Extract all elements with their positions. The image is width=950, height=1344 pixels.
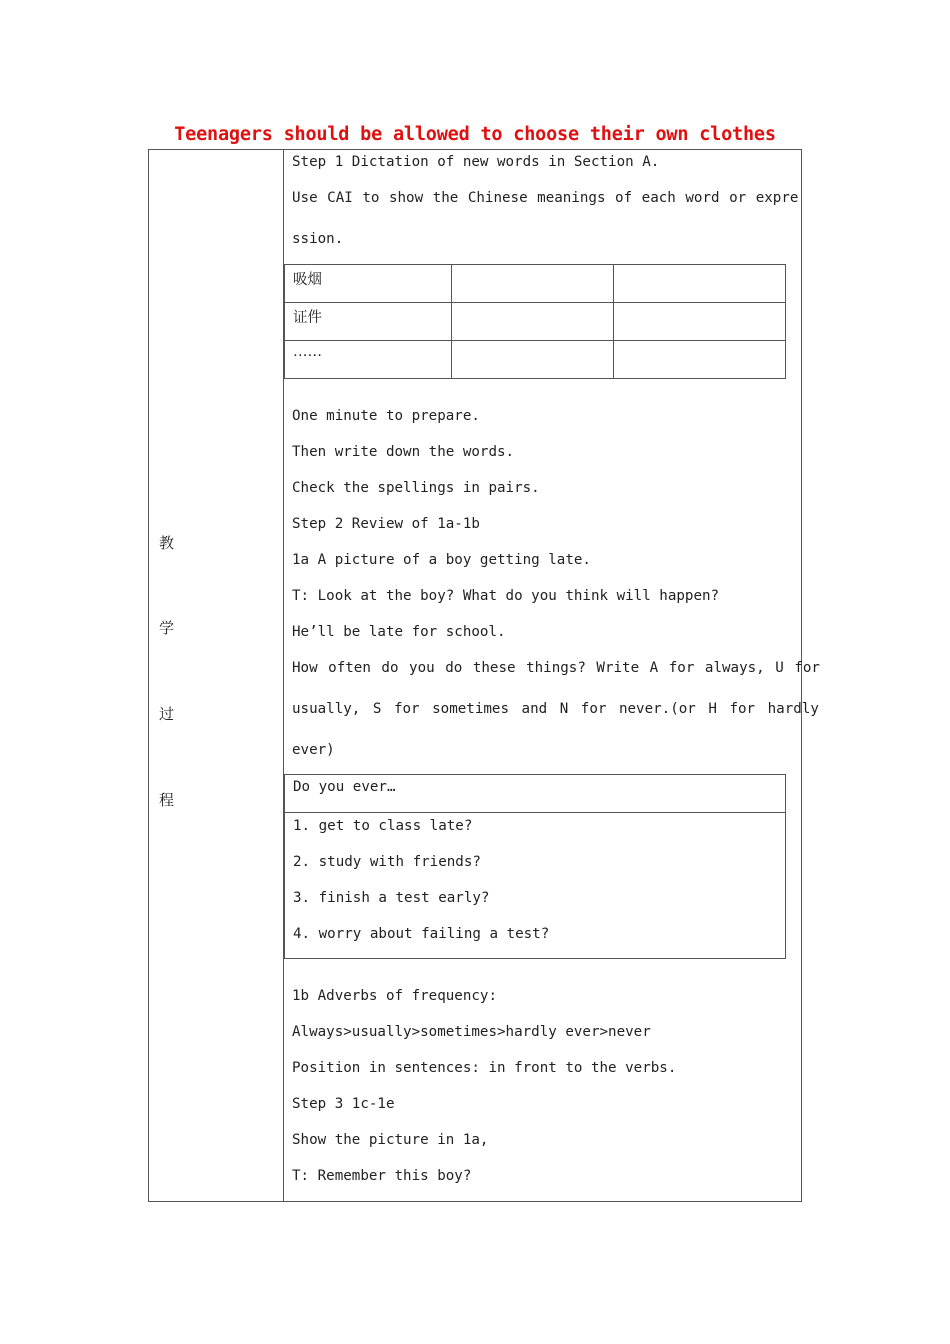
vocab-row xyxy=(285,303,785,341)
survey-head-row xyxy=(285,775,785,813)
lesson-table xyxy=(148,149,820,1202)
side-label-char: 程 xyxy=(159,791,175,809)
side-label-char: 教 xyxy=(159,534,175,552)
survey-item: 2. study with friends? xyxy=(293,854,481,870)
step1-instruction: Use CAI to show the Chinese meanings of each word or expre xyxy=(292,190,799,206)
vocab-row xyxy=(285,265,785,303)
text-line: T: Look at the boy? What do you think will happen? xyxy=(292,588,720,604)
side-label-char: 过 xyxy=(159,705,175,723)
vocab-table xyxy=(284,264,786,379)
vocab-word: …… xyxy=(293,344,322,360)
text-line: ever) xyxy=(292,742,335,758)
text-line: Then write down the words. xyxy=(292,444,515,460)
text-line: Show the picture in 1a, xyxy=(292,1132,489,1148)
text-line: How often do you do these things? Write A for always, U for xyxy=(292,660,820,676)
vocab-word: 吸烟 xyxy=(293,272,322,288)
text-line: 1b Adverbs of frequency: xyxy=(292,988,497,1004)
survey-item: 3. finish a test early? xyxy=(293,890,490,906)
side-label-char: 学 xyxy=(159,619,175,637)
text-line: Always>usually>sometimes>hardly ever>never xyxy=(292,1024,651,1040)
text-line: One minute to prepare. xyxy=(292,408,480,424)
survey-item: 1. get to class late? xyxy=(293,818,473,834)
text-line: usually, S for sometimes and N for never.(or H for hardly xyxy=(292,701,819,717)
text-line: Check the spellings in pairs. xyxy=(292,480,540,496)
step1-instruction-cont: ssion. xyxy=(292,231,344,247)
text-line: He’ll be late for school. xyxy=(292,624,506,640)
text-line: 1a A picture of a boy getting late. xyxy=(292,552,591,568)
vocab-row xyxy=(285,341,785,378)
step1-heading: Step 1 Dictation of new words in Section A. xyxy=(292,154,660,170)
step3-heading: Step 3 1c-1e xyxy=(292,1096,395,1112)
side-label-column xyxy=(149,150,284,1201)
text-line: Position in sentences: in front to the verbs. xyxy=(292,1060,677,1076)
text-line: T: Remember this boy? xyxy=(292,1168,472,1184)
document-title: Teenagers should be allowed to choose their own clothes xyxy=(174,124,776,145)
vocab-word: 证件 xyxy=(293,310,322,326)
survey-head: Do you ever… xyxy=(293,779,396,795)
survey-item: 4. worry about failing a test? xyxy=(293,926,550,942)
step2-heading: Step 2 Review of 1a-1b xyxy=(292,516,480,532)
survey-box xyxy=(284,774,786,959)
